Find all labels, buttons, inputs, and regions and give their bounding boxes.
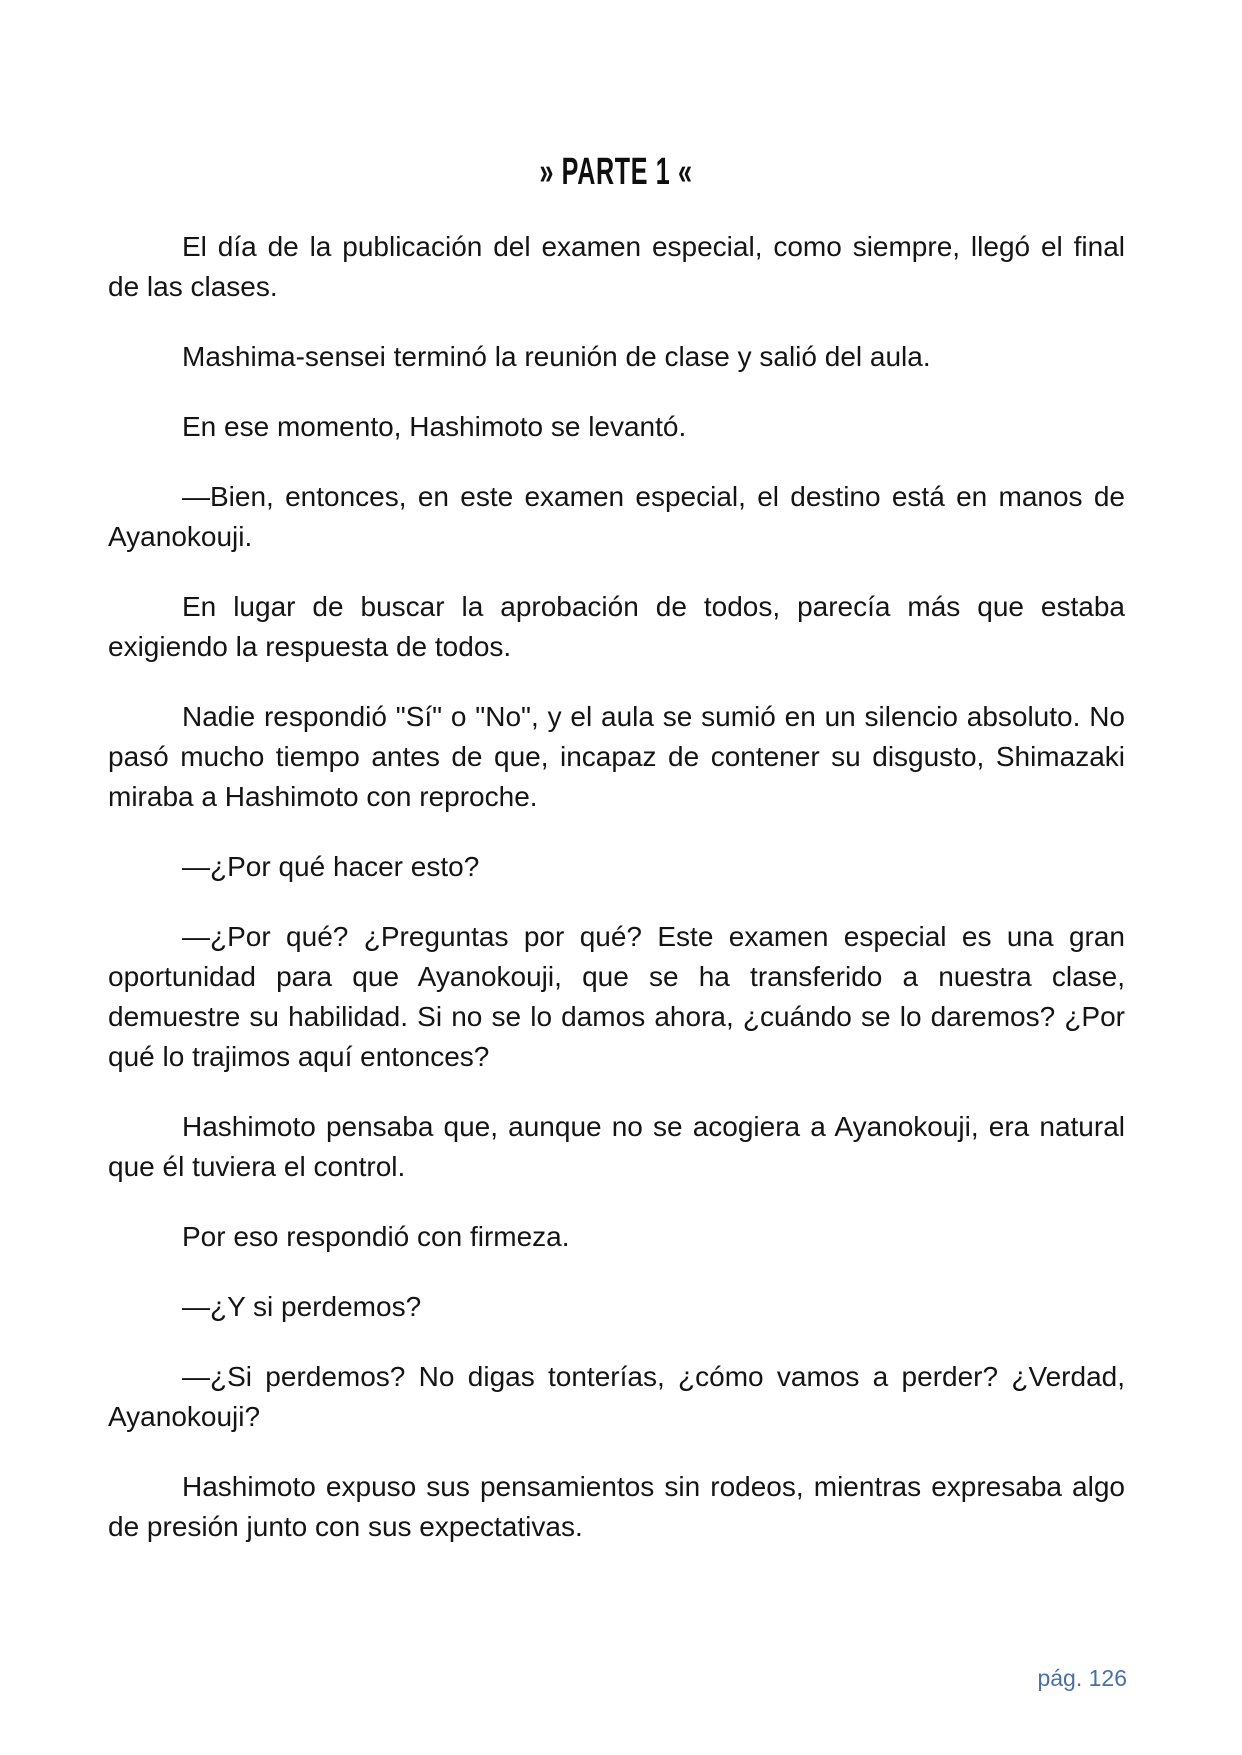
paragraph: Nadie respondió "Sí" o "No", y el aula se sumió en un silencio absoluto. No pasó mucho tiempo antes de que, incapaz de contener su disgusto, Shimazaki miraba a Hashimoto con reproche. <box>108 701 1125 812</box>
paragraph: Hashimoto expuso sus pensamientos sin rodeos, mientras expresaba algo de presión junto con sus expectativas. <box>108 1471 1125 1542</box>
paragraph: —¿Por qué hacer esto? <box>182 851 480 882</box>
paragraph: —¿Por qué? ¿Preguntas por qué? Este examen especial es una gran oportunidad para que Ayanokouji, que se ha transferido a nuestra clase, demuestre su habilidad. Si no se lo damos ahora, ¿cuándo se lo daremos? ¿Por qué lo trajimos aquí entonces? <box>108 921 1125 1072</box>
paragraph: Hashimoto pensaba que, aunque no se acogiera a Ayanokouji, era natural que él tuviera el control. <box>108 1111 1125 1182</box>
paragraph: —Bien, entonces, en este examen especial, el destino está en manos de Ayanokouji. <box>108 481 1125 552</box>
paragraph: El día de la publicación del examen especial, como siempre, llegó el final de las clases. <box>108 231 1125 302</box>
page-number: pág. 126 <box>1037 1665 1127 1691</box>
paragraph: Por eso respondió con firmeza. <box>182 1221 570 1252</box>
part-title-text: » PARTE 1 « <box>539 151 694 193</box>
part-title <box>108 148 1125 196</box>
paragraph: Mashima-sensei terminó la reunión de clase y salió del aula. <box>182 341 931 372</box>
paragraph: —¿Si perdemos? No digas tonterías, ¿cómo vamos a perder? ¿Verdad, Ayanokouji? <box>108 1361 1125 1432</box>
paragraph: En lugar de buscar la aprobación de todos, parecía más que estaba exigiendo la respuesta de todos. <box>108 591 1125 662</box>
body-text <box>108 227 1125 1547</box>
paragraph: En ese momento, Hashimoto se levantó. <box>182 411 687 442</box>
paragraph: —¿Y si perdemos? <box>182 1291 422 1322</box>
